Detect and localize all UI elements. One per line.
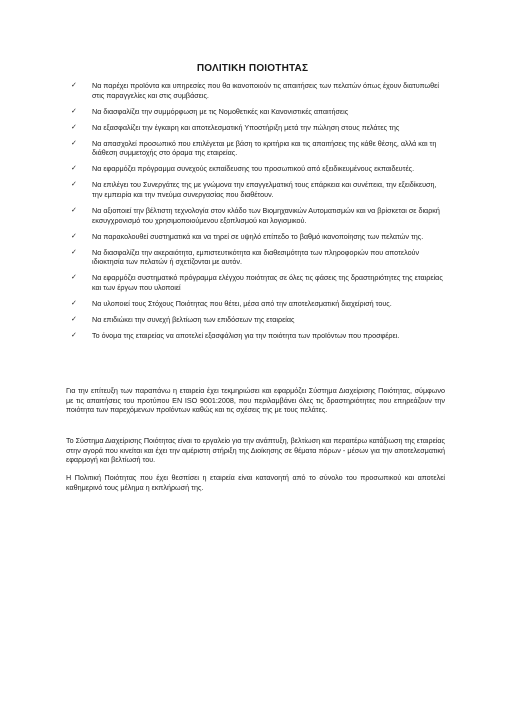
list-item [66,232,445,242]
list-item-text: Το όνομα της εταιρείας να αποτελεί εξασφάλιση για την ποιότητα των προϊόντων που προσφέρει. [92,331,400,341]
list-item-text: Να επιλέγει του Συνεργάτες της με γνώμονα την επαγγελματική τους επάρκεια και συνέπεια, την εξειδίκευση, την εμπειρία και την πνεύμα συνεργασίας που διαθέτουν. [92,180,437,199]
check-icon: ✓ [71,107,77,115]
list-item-text: Να παρέχει προϊόντα και υπηρεσίες που θα ικανοποιούν τις απαιτήσεις των πελατών όπως έχουν διατυπωθεί στις παραγγελίες και στις συμβάσεις. [92,81,439,100]
check-icon: ✓ [71,332,77,340]
list-item [66,81,445,100]
list-item [66,107,445,117]
list-item [66,299,445,309]
list-item-text: Να απασχολεί προσωπικό που επιλέγεται με βάση το κριτήρια και τις απαιτήσεις της κάθε θέσης, αλλά και τη διάθεση συμμετοχής στο όραμα της εταιρείας. [92,138,437,158]
list-item-text: Να αξιοποιεί την βέλτιστη τεχνολογία στον κλάδο των Βιομηχανικών Αυτοματισμών και να βρίσκεται σε διαρκή εκσυγχρονισμό του χρησιμοποιούμενου εξοπλισμού και λογισμικού. [92,206,440,225]
list-item-text: Να εφαρμόζει πρόγραμμα συνεχούς εκπαίδευσης του προσωπικού από εξειδικευμένους εκπαιδευτές. [92,164,415,174]
body-paragraph: Η Πολιτική Ποιότητας που έχει θεσπίσει η εταιρεία είναι κατανοητή από το σύνολο του προσωπικού και αποτελεί καθημερινό τους μέλημα η εκπλήρωσή της. [66,473,445,492]
list-item [66,180,445,199]
list-item [66,315,445,325]
check-icon: ✓ [71,232,77,240]
page-title: ΠΟΛΙΤΙΚΗ ΠΟΙΟΤΗΤΑΣ [196,63,309,74]
list-item [66,164,445,174]
list-item-text: Να εφαρμόζει συστηματικό πρόγραμμα ελέγχου ποιότητας σε όλες τις φάσεις της δραστηριότητες της εταιρείας και των έργων που υλοποιεί [92,273,443,292]
list-item [66,206,445,225]
list-item-text: Να εξασφαλίζει την έγκαιρη και αποτελεσματική Υποστήριξη μετά την πώληση στους πελάτες της [92,122,400,132]
list-item-text: Να διασφαλίζει την ακεραιότητα, εμπιστευτικότητα και διαθεσιμότητα των πληροφοριών που αποτελούν ιδιοκτησία των πελατών ή σχετίζονται με αυτόν. [92,247,420,267]
check-icon: ✓ [71,274,77,282]
list-item-text: Να επιδιώκει την συνεχή βελτίωση των επιδόσεων της εταιρείας [92,315,295,325]
list-item [66,273,445,292]
policy-bullet-list [66,81,445,347]
check-icon: ✓ [71,165,77,173]
check-icon: ✓ [71,82,77,89]
body-paragraph: Για την επίτευξη των παραπάνω η εταιρεία έχει τεκμηριώσει και εφαρμόζει Σύστημα Διαχείρισης Ποιότητας, σύμφωνο με τις απαιτήσεις του προτύπου EN ISO 9001:2008, που περιλαμβάνει όλες τις δραστηριότητες που επηρεάζουν την ποιότητα των παρεχόμενων προϊόντων καθώς και τις σχέσεις της με τους πελάτες. [66,386,445,415]
body-paragraph: Το Σύστημα Διαχείρισης Ποιότητας είναι το εργαλείο για την ανάπτυξη, βελτίωση και περαιτέρω κατάξιωση της εταιρείας στην αγορά που κινείται και έχει την αμέριστη στήριξη της Διοίκησης σε θέματα πόρων - μέσων για την αποτελεσματική εφαρμογή και βελτίωσή του. [66,436,445,465]
check-icon: ✓ [71,181,77,189]
check-icon: ✓ [71,299,77,307]
list-item [66,139,445,158]
check-icon: ✓ [71,316,77,324]
check-icon: ✓ [71,123,77,131]
list-item-text: Να παρακολουθεί συστηματικά και να τηρεί σε υψηλό επίπεδο το βαθμό ικανοποίησης των πελατών της. [92,231,424,241]
check-icon: ✓ [71,139,77,147]
list-item [66,123,445,133]
list-item [66,331,445,341]
list-item-text: Να υλοποιεί τους Στόχους Ποιότητας που θέτει, μέσα από την αποτελεσματική διαχείρισή τους. [92,298,392,308]
list-item [66,248,445,267]
list-item-text: Να διασφαλίζει την συμμόρφωση με τις Νομοθετικές και Κανονιστικές απαιτήσεις [92,106,349,116]
check-icon: ✓ [71,248,77,256]
check-icon: ✓ [71,207,77,215]
